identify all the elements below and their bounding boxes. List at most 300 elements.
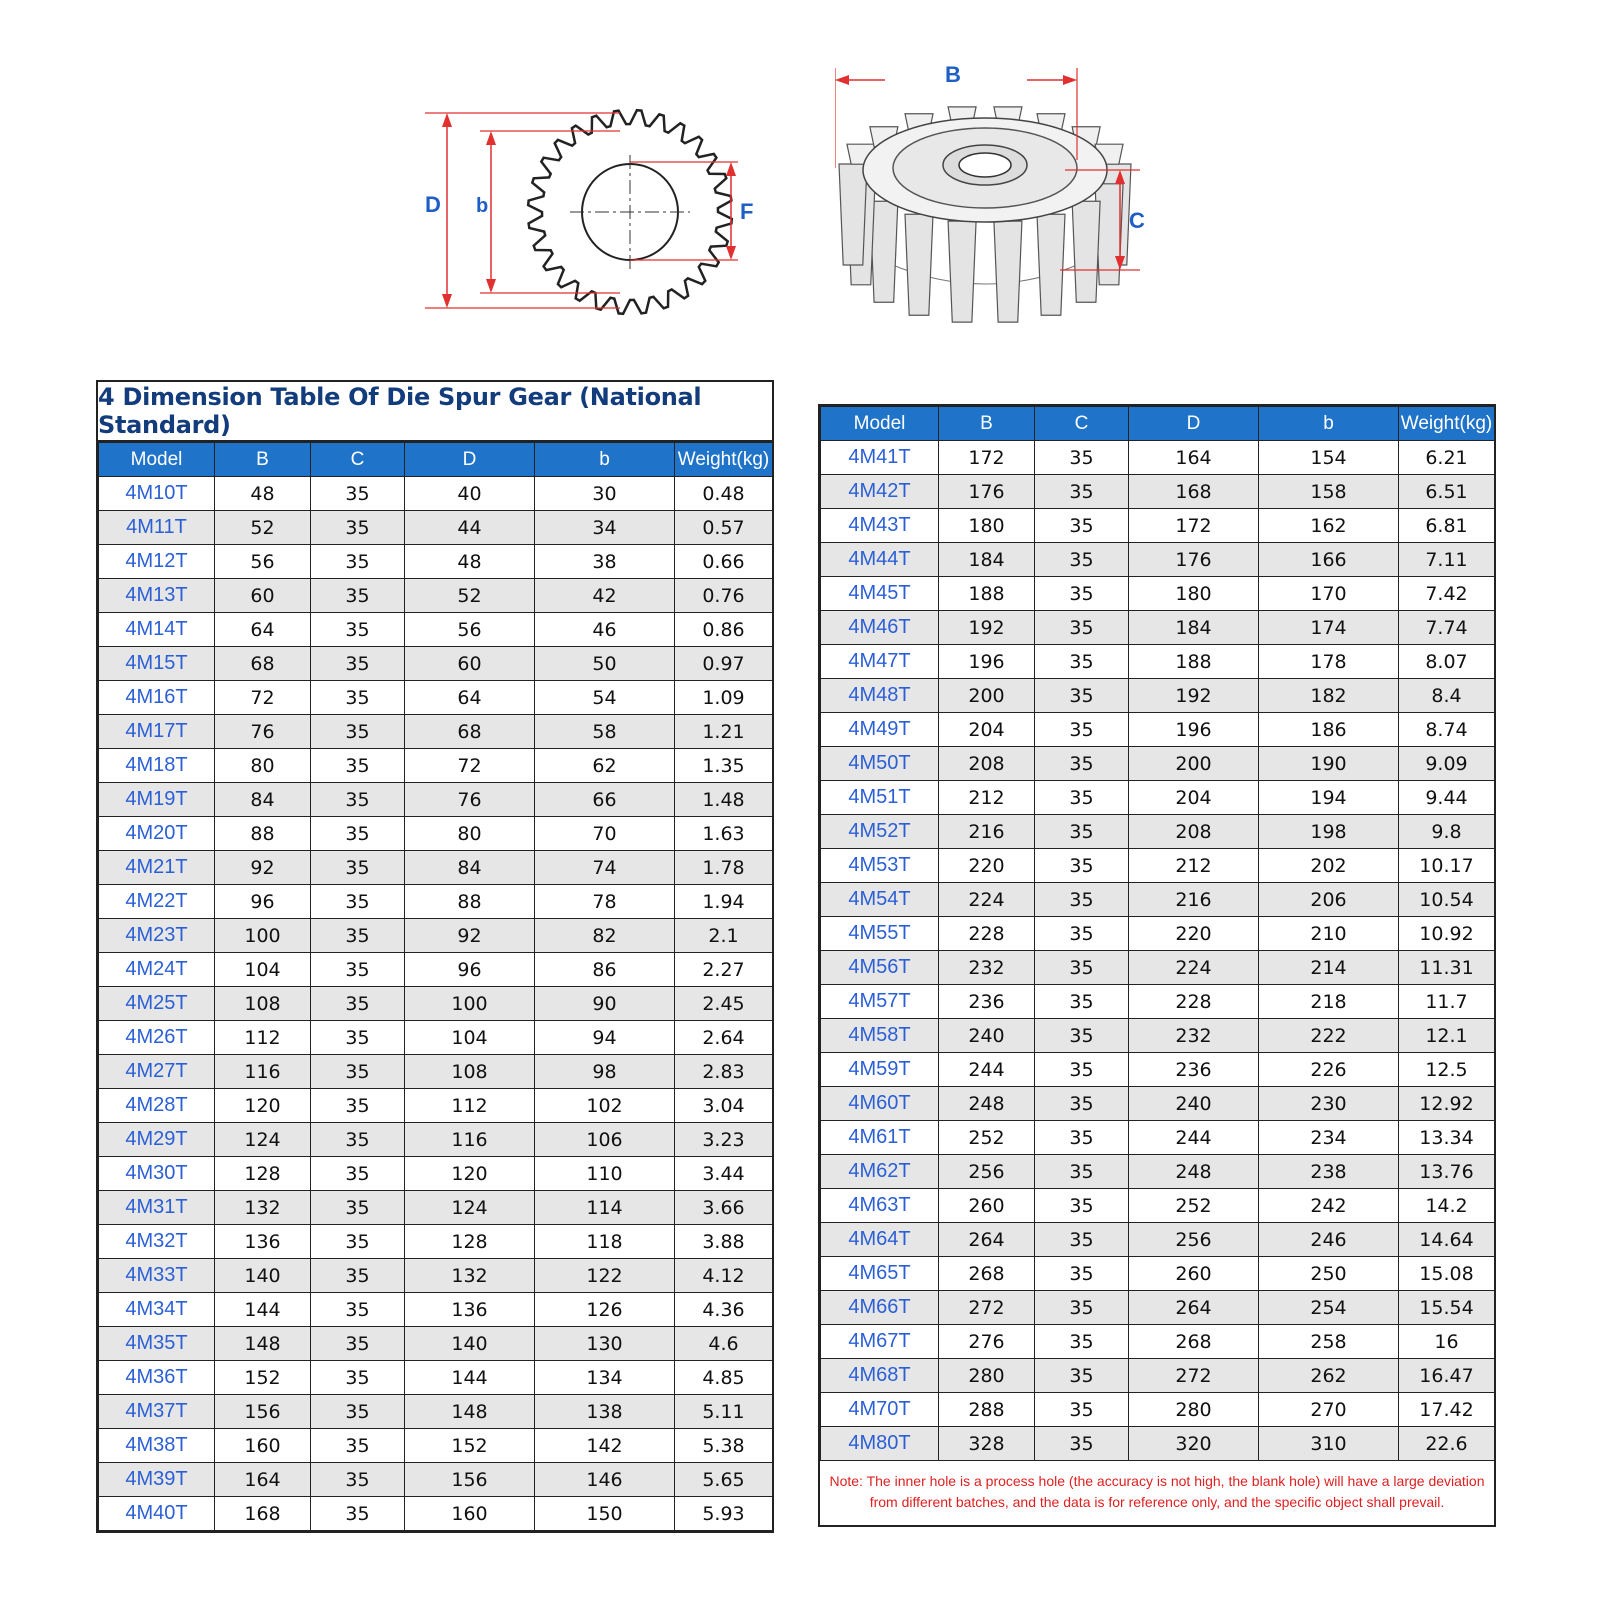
table-row: [821, 611, 1495, 645]
value-cell: 88: [215, 817, 311, 851]
value-cell: 246: [1259, 1223, 1399, 1257]
value-cell: 328: [939, 1427, 1035, 1461]
value-cell: 124: [215, 1123, 311, 1157]
value-cell: 35: [311, 1021, 405, 1055]
model-cell: 4M54T: [821, 883, 939, 917]
table-row: [821, 1359, 1495, 1393]
table-row: [821, 747, 1495, 781]
column-header-b: B: [215, 443, 311, 477]
value-cell: 238: [1259, 1155, 1399, 1189]
table-row: [99, 1089, 773, 1123]
value-cell: 154: [1259, 441, 1399, 475]
value-cell: 0.76: [675, 579, 773, 613]
gear-side-view-diagram: [835, 60, 1195, 325]
value-cell: 1.35: [675, 749, 773, 783]
d-label: D: [425, 192, 441, 217]
value-cell: 320: [1129, 1427, 1259, 1461]
model-cell: 4M30T: [99, 1157, 215, 1191]
hub-bore: [959, 153, 1011, 177]
f-arrow-down-icon: [726, 246, 736, 260]
model-cell: 4M67T: [821, 1325, 939, 1359]
value-cell: 6.51: [1399, 475, 1495, 509]
value-cell: 160: [215, 1429, 311, 1463]
value-cell: 198: [1259, 815, 1399, 849]
value-cell: 90: [535, 987, 675, 1021]
value-cell: 46: [535, 613, 675, 647]
d-arrow-down-icon: [442, 294, 452, 308]
value-cell: 164: [1129, 441, 1259, 475]
table-row: [99, 1225, 773, 1259]
gear-tooth: [839, 164, 867, 265]
table-row: [821, 543, 1495, 577]
value-cell: 124: [405, 1191, 535, 1225]
value-cell: 8.07: [1399, 645, 1495, 679]
model-cell: 4M68T: [821, 1359, 939, 1393]
model-cell: 4M26T: [99, 1021, 215, 1055]
value-cell: 220: [939, 849, 1035, 883]
value-cell: 98: [535, 1055, 675, 1089]
value-cell: 13.34: [1399, 1121, 1495, 1155]
gear-tooth: [1072, 201, 1100, 302]
table-row: [99, 953, 773, 987]
value-cell: 106: [535, 1123, 675, 1157]
value-cell: 35: [1035, 1291, 1129, 1325]
value-cell: 204: [1129, 781, 1259, 815]
value-cell: 12.5: [1399, 1053, 1495, 1087]
value-cell: 80: [405, 817, 535, 851]
value-cell: 13.76: [1399, 1155, 1495, 1189]
value-cell: 206: [1259, 883, 1399, 917]
value-cell: 170: [1259, 577, 1399, 611]
table-row: [99, 681, 773, 715]
model-cell: 4M41T: [821, 441, 939, 475]
model-cell: 4M55T: [821, 917, 939, 951]
value-cell: 35: [311, 715, 405, 749]
model-cell: 4M60T: [821, 1087, 939, 1121]
value-cell: 218: [1259, 985, 1399, 1019]
value-cell: 288: [939, 1393, 1035, 1427]
value-cell: 256: [1129, 1223, 1259, 1257]
value-cell: 182: [1259, 679, 1399, 713]
value-cell: 178: [1259, 645, 1399, 679]
value-cell: 112: [215, 1021, 311, 1055]
value-cell: 152: [215, 1361, 311, 1395]
value-cell: 192: [939, 611, 1035, 645]
value-cell: 176: [1129, 543, 1259, 577]
table-row: [99, 885, 773, 919]
value-cell: 30: [535, 477, 675, 511]
table-row: [99, 1327, 773, 1361]
value-cell: 50: [535, 647, 675, 681]
model-cell: 4M20T: [99, 817, 215, 851]
table-row: [99, 1395, 773, 1429]
value-cell: 192: [1129, 679, 1259, 713]
column-header-c: C: [311, 443, 405, 477]
value-cell: 14.2: [1399, 1189, 1495, 1223]
value-cell: 140: [215, 1259, 311, 1293]
value-cell: 35: [1035, 917, 1129, 951]
table-row: [99, 1259, 773, 1293]
value-cell: 164: [215, 1463, 311, 1497]
value-cell: 62: [535, 749, 675, 783]
value-cell: 35: [1035, 1189, 1129, 1223]
value-cell: 122: [535, 1259, 675, 1293]
value-cell: 35: [311, 477, 405, 511]
model-cell: 4M80T: [821, 1427, 939, 1461]
value-cell: 104: [405, 1021, 535, 1055]
value-cell: 84: [215, 783, 311, 817]
table-row: [821, 1053, 1495, 1087]
value-cell: 240: [939, 1019, 1035, 1053]
value-cell: 56: [215, 545, 311, 579]
value-cell: 108: [215, 987, 311, 1021]
value-cell: 1.63: [675, 817, 773, 851]
column-header-model: Model: [99, 443, 215, 477]
value-cell: 1.94: [675, 885, 773, 919]
table-row: [821, 1257, 1495, 1291]
value-cell: 35: [311, 647, 405, 681]
model-cell: 4M27T: [99, 1055, 215, 1089]
c-label: C: [1129, 208, 1145, 233]
value-cell: 64: [405, 681, 535, 715]
column-header-model: Model: [821, 407, 939, 441]
value-cell: 180: [939, 509, 1035, 543]
value-cell: 110: [535, 1157, 675, 1191]
value-cell: 4.6: [675, 1327, 773, 1361]
value-cell: 132: [215, 1191, 311, 1225]
table-row: [99, 715, 773, 749]
value-cell: 202: [1259, 849, 1399, 883]
value-cell: 35: [1035, 679, 1129, 713]
value-cell: 3.23: [675, 1123, 773, 1157]
value-cell: 0.57: [675, 511, 773, 545]
value-cell: 35: [311, 1361, 405, 1395]
value-cell: 35: [1035, 577, 1129, 611]
table-row: [99, 511, 773, 545]
value-cell: 242: [1259, 1189, 1399, 1223]
value-cell: 35: [1035, 1223, 1129, 1257]
value-cell: 78: [535, 885, 675, 919]
value-cell: 35: [1035, 747, 1129, 781]
table-row: [99, 1021, 773, 1055]
value-cell: 214: [1259, 951, 1399, 985]
value-cell: 128: [405, 1225, 535, 1259]
model-cell: 4M37T: [99, 1395, 215, 1429]
value-cell: 208: [1129, 815, 1259, 849]
model-cell: 4M53T: [821, 849, 939, 883]
table-row: [99, 1463, 773, 1497]
value-cell: 35: [311, 1157, 405, 1191]
value-cell: 92: [405, 919, 535, 953]
value-cell: 252: [1129, 1189, 1259, 1223]
right-table-header-row: [821, 407, 1495, 441]
value-cell: 35: [1035, 951, 1129, 985]
value-cell: 35: [311, 681, 405, 715]
gear-tooth: [905, 214, 933, 315]
left-dimension-table: [96, 380, 774, 1533]
value-cell: 1.48: [675, 783, 773, 817]
table-row: [821, 1291, 1495, 1325]
value-cell: 1.09: [675, 681, 773, 715]
value-cell: 156: [405, 1463, 535, 1497]
model-cell: 4M19T: [99, 783, 215, 817]
value-cell: 232: [1129, 1019, 1259, 1053]
value-cell: 7.74: [1399, 611, 1495, 645]
value-cell: 8.4: [1399, 679, 1495, 713]
value-cell: 35: [311, 579, 405, 613]
value-cell: 74: [535, 851, 675, 885]
value-cell: 35: [311, 1463, 405, 1497]
model-cell: 4M65T: [821, 1257, 939, 1291]
value-cell: 5.65: [675, 1463, 773, 1497]
table-row: [99, 851, 773, 885]
table-row: [821, 645, 1495, 679]
value-cell: 116: [405, 1123, 535, 1157]
value-cell: 104: [215, 953, 311, 987]
value-cell: 1.21: [675, 715, 773, 749]
value-cell: 35: [1035, 1359, 1129, 1393]
value-cell: 10.54: [1399, 883, 1495, 917]
model-cell: 4M29T: [99, 1123, 215, 1157]
model-cell: 4M17T: [99, 715, 215, 749]
model-cell: 4M25T: [99, 987, 215, 1021]
value-cell: 35: [1035, 815, 1129, 849]
value-cell: 35: [1035, 985, 1129, 1019]
value-cell: 35: [311, 1395, 405, 1429]
table-row: [821, 509, 1495, 543]
value-cell: 35: [311, 1055, 405, 1089]
value-cell: 230: [1259, 1087, 1399, 1121]
table-row: [99, 477, 773, 511]
value-cell: 174: [1259, 611, 1399, 645]
column-header-b-lower: b: [1259, 407, 1399, 441]
value-cell: 35: [1035, 1427, 1129, 1461]
model-cell: 4M11T: [99, 511, 215, 545]
value-cell: 86: [535, 953, 675, 987]
value-cell: 35: [1035, 509, 1129, 543]
value-cell: 224: [939, 883, 1035, 917]
model-cell: 4M14T: [99, 613, 215, 647]
value-cell: 9.09: [1399, 747, 1495, 781]
value-cell: 72: [215, 681, 311, 715]
value-cell: 35: [1035, 883, 1129, 917]
table-row: [99, 613, 773, 647]
table-row: [821, 1189, 1495, 1223]
model-cell: 4M52T: [821, 815, 939, 849]
value-cell: 228: [939, 917, 1035, 951]
model-cell: 4M34T: [99, 1293, 215, 1327]
value-cell: 34: [535, 511, 675, 545]
value-cell: 96: [215, 885, 311, 919]
value-cell: 4.36: [675, 1293, 773, 1327]
value-cell: 35: [311, 919, 405, 953]
table-row: [821, 679, 1495, 713]
value-cell: 2.45: [675, 987, 773, 1021]
table-row: [821, 883, 1495, 917]
value-cell: 188: [1129, 645, 1259, 679]
value-cell: 2.27: [675, 953, 773, 987]
value-cell: 35: [1035, 1121, 1129, 1155]
value-cell: 35: [311, 1429, 405, 1463]
value-cell: 116: [215, 1055, 311, 1089]
value-cell: 172: [939, 441, 1035, 475]
column-header-weightkg: Weight(kg): [675, 443, 773, 477]
value-cell: 168: [215, 1497, 311, 1531]
model-cell: 4M18T: [99, 749, 215, 783]
value-cell: 35: [311, 1293, 405, 1327]
value-cell: 212: [1129, 849, 1259, 883]
table-row: [99, 987, 773, 1021]
value-cell: 40: [405, 477, 535, 511]
value-cell: 276: [939, 1325, 1035, 1359]
value-cell: 248: [1129, 1155, 1259, 1189]
value-cell: 262: [1259, 1359, 1399, 1393]
table-row: [821, 441, 1495, 475]
value-cell: 35: [1035, 713, 1129, 747]
value-cell: 200: [1129, 747, 1259, 781]
value-cell: 48: [405, 545, 535, 579]
value-cell: 120: [405, 1157, 535, 1191]
value-cell: 35: [1035, 543, 1129, 577]
model-cell: 4M62T: [821, 1155, 939, 1189]
model-cell: 4M38T: [99, 1429, 215, 1463]
value-cell: 35: [311, 545, 405, 579]
model-cell: 4M63T: [821, 1189, 939, 1223]
value-cell: 102: [535, 1089, 675, 1123]
value-cell: 35: [311, 1327, 405, 1361]
value-cell: 0.86: [675, 613, 773, 647]
table-row: [99, 1055, 773, 1089]
value-cell: 35: [311, 613, 405, 647]
value-cell: 232: [939, 951, 1035, 985]
table-row: [821, 475, 1495, 509]
value-cell: 222: [1259, 1019, 1399, 1053]
value-cell: 0.97: [675, 647, 773, 681]
gear-tooth: [994, 221, 1022, 322]
model-cell: 4M28T: [99, 1089, 215, 1123]
value-cell: 5.38: [675, 1429, 773, 1463]
value-cell: 156: [215, 1395, 311, 1429]
right-dimension-table: [818, 404, 1496, 1527]
value-cell: 216: [939, 815, 1035, 849]
value-cell: 35: [1035, 475, 1129, 509]
table-row: [821, 985, 1495, 1019]
right-table-grid: [820, 406, 1495, 1461]
value-cell: 8.74: [1399, 713, 1495, 747]
value-cell: 60: [215, 579, 311, 613]
table-row: [821, 1223, 1495, 1257]
table-row: [99, 1157, 773, 1191]
value-cell: 100: [215, 919, 311, 953]
table-row: [99, 579, 773, 613]
value-cell: 17.42: [1399, 1393, 1495, 1427]
model-cell: 4M35T: [99, 1327, 215, 1361]
model-cell: 4M64T: [821, 1223, 939, 1257]
value-cell: 108: [405, 1055, 535, 1089]
value-cell: 10.92: [1399, 917, 1495, 951]
value-cell: 176: [939, 475, 1035, 509]
value-cell: 240: [1129, 1087, 1259, 1121]
table-row: [99, 783, 773, 817]
table-row: [99, 1429, 773, 1463]
value-cell: 2.64: [675, 1021, 773, 1055]
value-cell: 16: [1399, 1325, 1495, 1359]
value-cell: 268: [1129, 1325, 1259, 1359]
value-cell: 236: [939, 985, 1035, 1019]
model-cell: 4M44T: [821, 543, 939, 577]
value-cell: 52: [215, 511, 311, 545]
value-cell: 128: [215, 1157, 311, 1191]
value-cell: 146: [535, 1463, 675, 1497]
value-cell: 10.17: [1399, 849, 1495, 883]
model-cell: 4M59T: [821, 1053, 939, 1087]
value-cell: 35: [311, 1259, 405, 1293]
value-cell: 236: [1129, 1053, 1259, 1087]
value-cell: 6.81: [1399, 509, 1495, 543]
model-cell: 4M31T: [99, 1191, 215, 1225]
value-cell: 142: [535, 1429, 675, 1463]
value-cell: 264: [939, 1223, 1035, 1257]
value-cell: 22.6: [1399, 1427, 1495, 1461]
value-cell: 254: [1259, 1291, 1399, 1325]
b-arrow-down-icon: [486, 279, 496, 293]
value-cell: 126: [535, 1293, 675, 1327]
value-cell: 100: [405, 987, 535, 1021]
value-cell: 35: [311, 1497, 405, 1531]
value-cell: 152: [405, 1429, 535, 1463]
value-cell: 196: [1129, 713, 1259, 747]
column-header-b-lower: b: [535, 443, 675, 477]
value-cell: 264: [1129, 1291, 1259, 1325]
value-cell: 35: [1035, 1019, 1129, 1053]
d-arrow-up-icon: [442, 113, 452, 127]
value-cell: 120: [215, 1089, 311, 1123]
value-cell: 54: [535, 681, 675, 715]
model-cell: 4M61T: [821, 1121, 939, 1155]
value-cell: 7.11: [1399, 543, 1495, 577]
value-cell: 72: [405, 749, 535, 783]
value-cell: 58: [535, 715, 675, 749]
value-cell: 1.78: [675, 851, 773, 885]
value-cell: 162: [1259, 509, 1399, 543]
table-row: [821, 917, 1495, 951]
model-cell: 4M51T: [821, 781, 939, 815]
value-cell: 35: [311, 953, 405, 987]
model-cell: 4M70T: [821, 1393, 939, 1427]
model-cell: 4M56T: [821, 951, 939, 985]
column-header-c: C: [1035, 407, 1129, 441]
value-cell: 196: [939, 645, 1035, 679]
value-cell: 204: [939, 713, 1035, 747]
model-cell: 4M66T: [821, 1291, 939, 1325]
column-header-d: D: [1129, 407, 1259, 441]
value-cell: 268: [939, 1257, 1035, 1291]
table-row: [821, 1393, 1495, 1427]
left-table-grid: [98, 442, 773, 1531]
value-cell: 35: [311, 749, 405, 783]
value-cell: 84: [405, 851, 535, 885]
column-header-d: D: [405, 443, 535, 477]
value-cell: 140: [405, 1327, 535, 1361]
model-cell: 4M47T: [821, 645, 939, 679]
value-cell: 15.54: [1399, 1291, 1495, 1325]
value-cell: 3.44: [675, 1157, 773, 1191]
b-label: b: [476, 195, 489, 217]
value-cell: 200: [939, 679, 1035, 713]
value-cell: 35: [311, 1191, 405, 1225]
value-cell: 130: [535, 1327, 675, 1361]
value-cell: 138: [535, 1395, 675, 1429]
